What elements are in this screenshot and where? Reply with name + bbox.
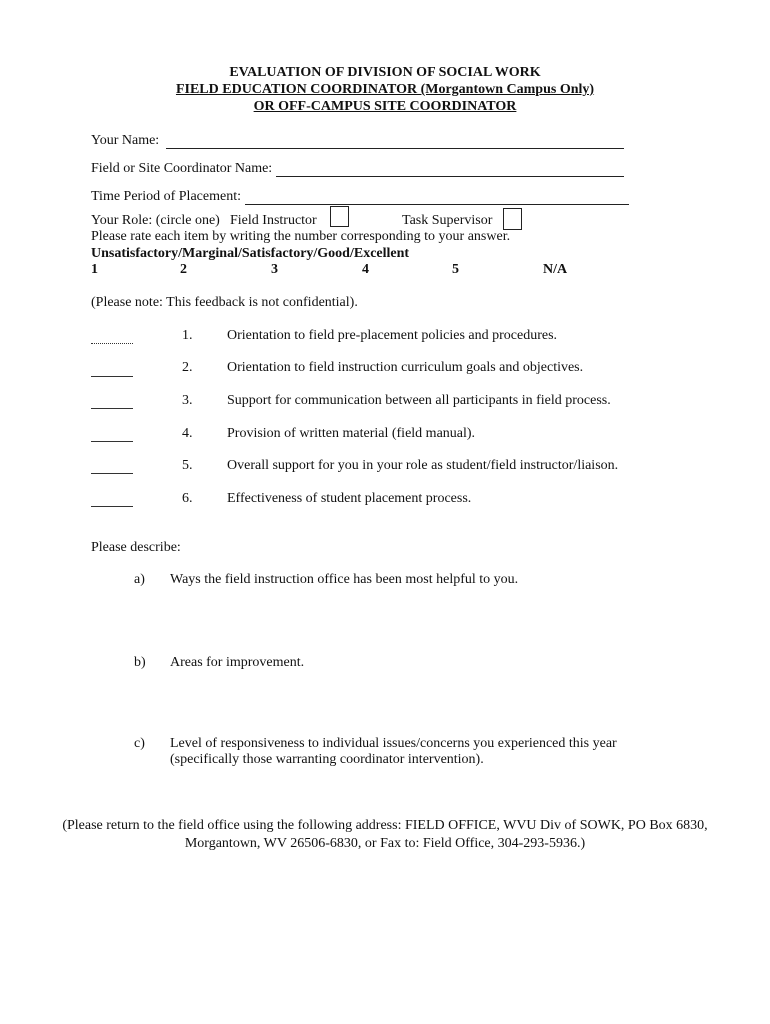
question-letter: a) bbox=[134, 572, 145, 587]
form-subtitle-2 bbox=[0, 99, 770, 115]
role-label: Your Role: (circle one) bbox=[91, 213, 220, 228]
return-instructions: (Please return to the field office using the following address: FIELD OFFICE, WVU Div of SOWK, PO Box 6830, Morgantown, WV 26506-6830, or Fax to: Field Office, 304-293-5936.) bbox=[62, 818, 708, 851]
item-number: 1. bbox=[182, 328, 193, 343]
scale-number: 2 bbox=[180, 262, 187, 277]
time-period-label: Time Period of Placement: bbox=[91, 189, 241, 204]
confidentiality-note: (Please note: This feedback is not confidential). bbox=[91, 295, 358, 310]
question-text: Level of responsiveness to individual issues/concerns you experienced this year bbox=[170, 736, 617, 751]
rating-instructions: Please rate each item by writing the number corresponding to your answer. bbox=[91, 229, 511, 244]
field-instructor-checkbox[interactable] bbox=[330, 206, 349, 227]
your-name-label: Your Name: bbox=[91, 133, 160, 148]
scale-number: 4 bbox=[362, 262, 369, 277]
coordinator-name-label: Field or Site Coordinator Name: bbox=[91, 161, 273, 176]
your-name-field[interactable] bbox=[166, 148, 624, 149]
form-subtitle-2-text: OR OFF-CAMPUS SITE COORDINATOR bbox=[253, 99, 517, 114]
item-text: Overall support for you in your role as student/field instructor/liaison. bbox=[227, 458, 619, 473]
item-number: 4. bbox=[182, 426, 193, 441]
item-text: Provision of written material (field manual). bbox=[227, 426, 476, 441]
rating-blank[interactable] bbox=[91, 376, 133, 377]
scale-number: N/A bbox=[543, 262, 568, 277]
item-text: Orientation to field instruction curriculum goals and objectives. bbox=[227, 360, 584, 375]
scale-number: 5 bbox=[452, 262, 459, 277]
task-supervisor-checkbox[interactable] bbox=[503, 208, 522, 230]
item-number: 5. bbox=[182, 458, 193, 473]
scale-number: 3 bbox=[271, 262, 278, 277]
rating-blank[interactable] bbox=[91, 441, 133, 442]
question-letter: c) bbox=[134, 736, 145, 751]
rating-blank[interactable] bbox=[91, 506, 133, 507]
question-text-continued: (specifically those warranting coordinator intervention). bbox=[170, 752, 484, 767]
item-number: 3. bbox=[182, 393, 193, 408]
question-text: Areas for improvement. bbox=[170, 655, 305, 670]
rating-blank[interactable] bbox=[91, 408, 133, 409]
scale-number: 1 bbox=[91, 262, 98, 277]
item-number: 6. bbox=[182, 491, 193, 506]
rating-blank[interactable] bbox=[91, 473, 133, 474]
role-field-instructor-label: Field Instructor bbox=[230, 213, 317, 228]
item-text: Support for communication between all participants in field process. bbox=[227, 393, 611, 408]
item-text: Effectiveness of student placement process. bbox=[227, 491, 472, 506]
item-number: 2. bbox=[182, 360, 193, 375]
form-subtitle bbox=[0, 82, 770, 98]
coordinator-name-field[interactable] bbox=[276, 176, 624, 177]
form-subtitle-text: FIELD EDUCATION COORDINATOR (Morgantown Campus Only) bbox=[175, 82, 595, 97]
item-text: Orientation to field pre-placement policies and procedures. bbox=[227, 328, 558, 343]
form-title: EVALUATION OF DIVISION OF SOCIAL WORK bbox=[229, 65, 541, 80]
rating-blank[interactable] bbox=[91, 343, 133, 344]
time-period-field[interactable] bbox=[245, 204, 629, 205]
describe-label: Please describe: bbox=[91, 540, 181, 555]
role-task-supervisor-label: Task Supervisor bbox=[402, 213, 493, 228]
question-text: Ways the field instruction office has been most helpful to you. bbox=[170, 572, 519, 587]
question-letter: b) bbox=[134, 655, 146, 670]
rating-scale-labels: Unsatisfactory/Marginal/Satisfactory/Good/Excellent bbox=[91, 246, 410, 261]
